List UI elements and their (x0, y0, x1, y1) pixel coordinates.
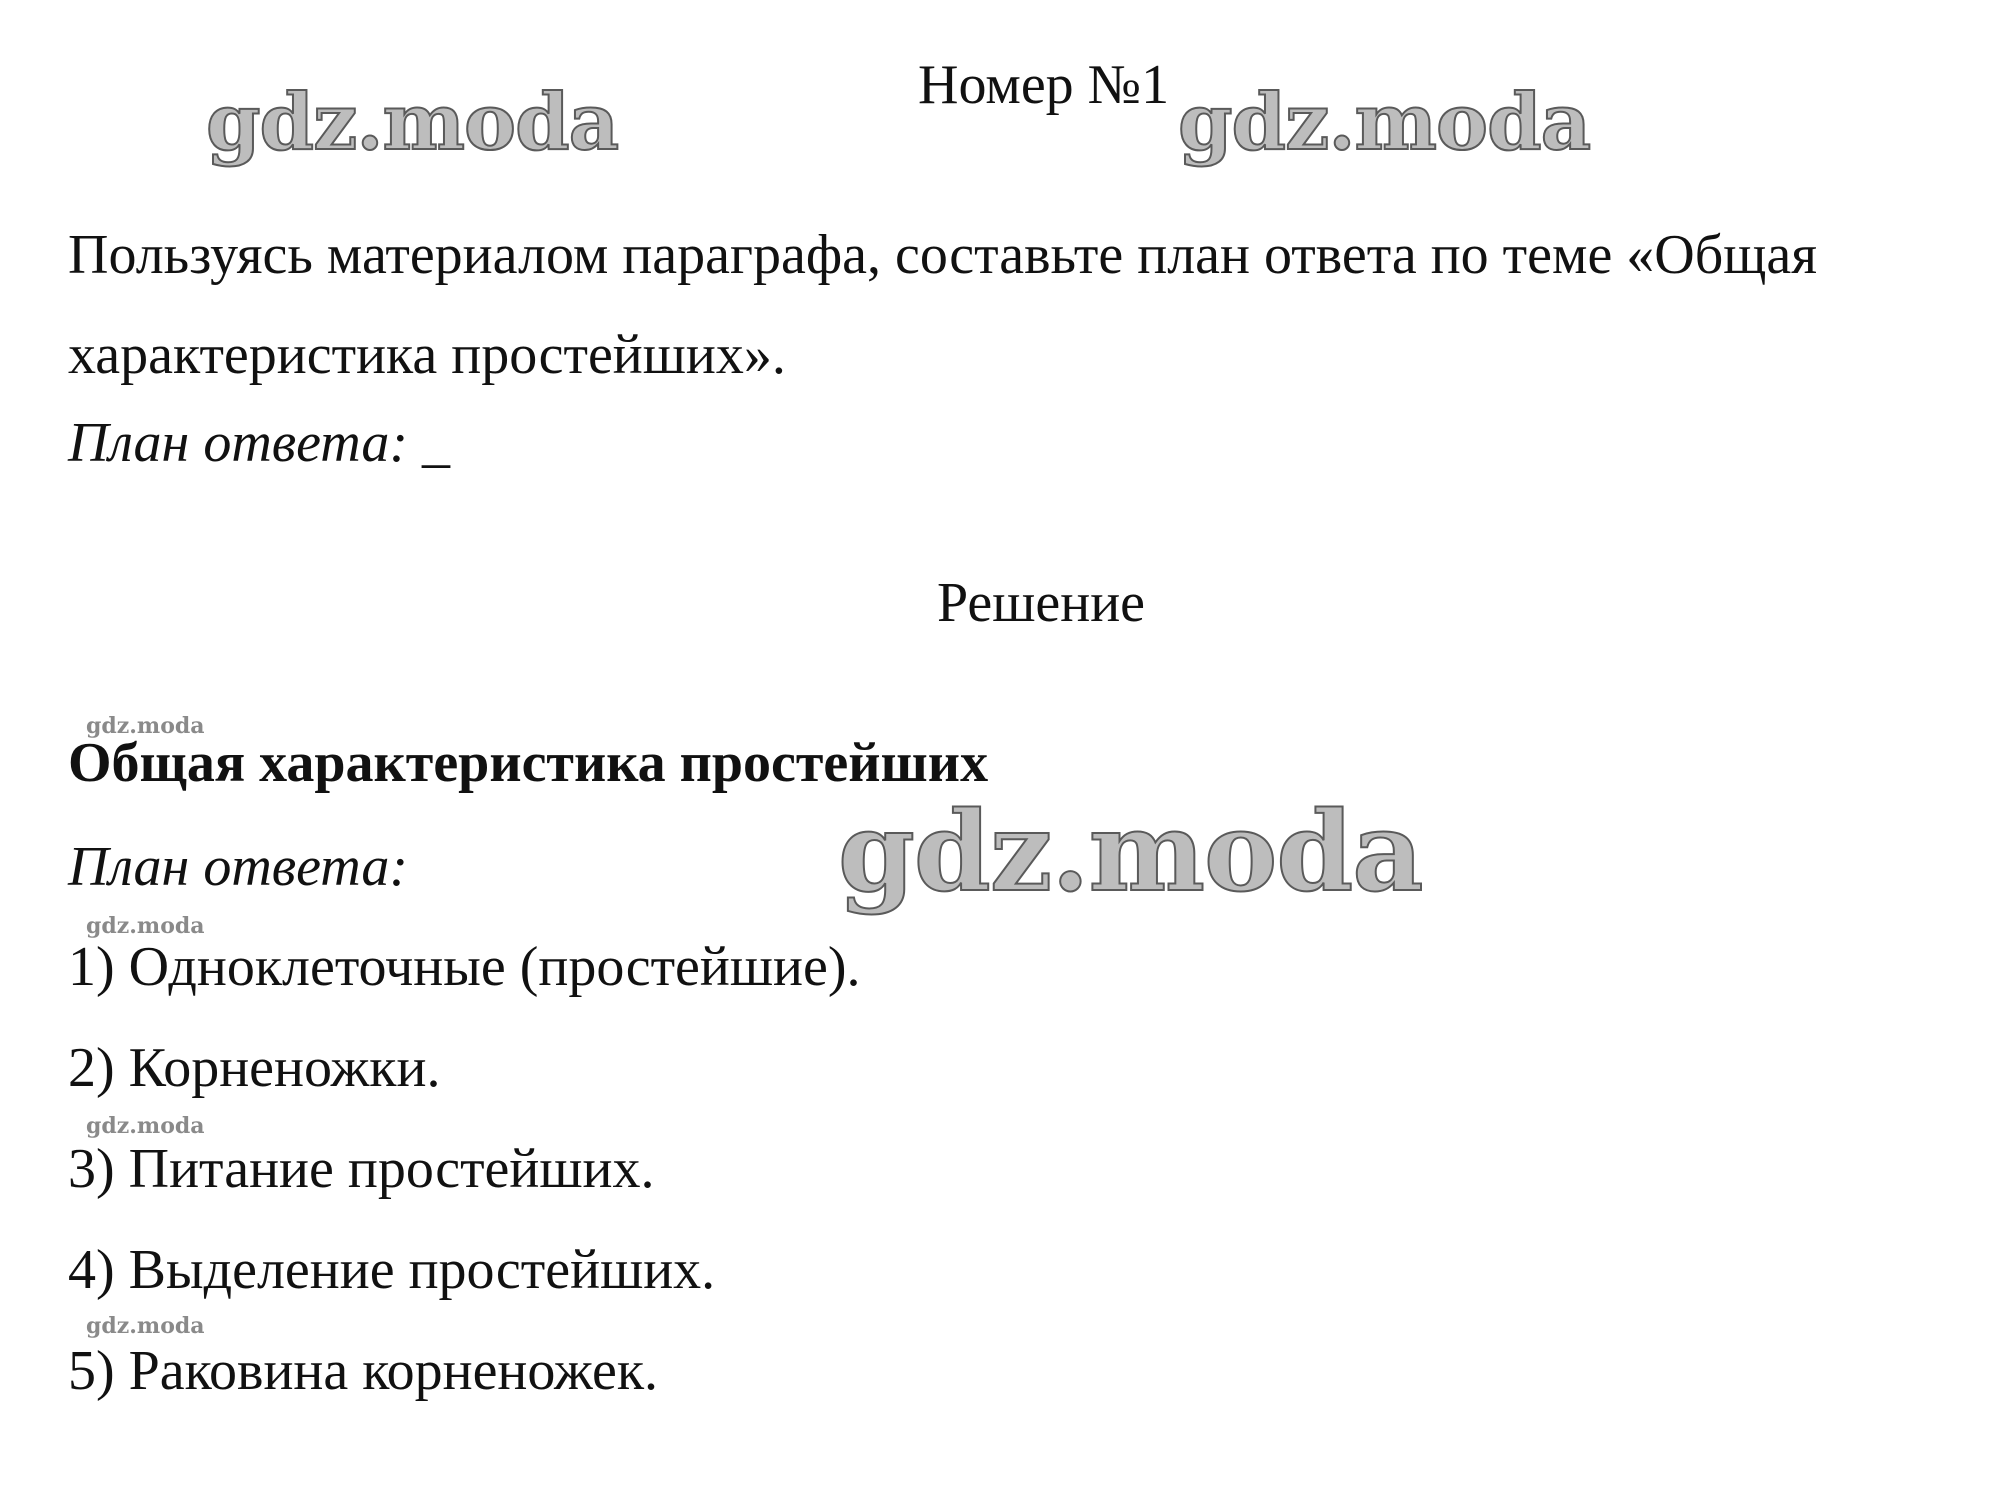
watermark-logo: gdz.moda (838, 787, 1423, 916)
watermark-small: gdz.moda (86, 1113, 205, 1139)
plan-item: 3) Питание простейших. (68, 1138, 655, 1200)
plan-prompt: План ответа: _ (68, 412, 450, 474)
solution-heading: Решение (937, 572, 1146, 634)
answer-plan-label: План ответа: (68, 836, 408, 898)
answer-title: Общая характеристика простейших (68, 732, 989, 794)
watermark-logo: gdz.moda (1178, 77, 1591, 168)
task-text: Пользуясь материалом параграфа, составьте план ответа по теме «Общая характеристика простейших». (68, 224, 1817, 386)
plan-item: 4) Выделение простейших. (68, 1239, 716, 1301)
plan-item: 1) Одноклеточные (простейшие). (68, 936, 861, 998)
watermark-small: gdz.moda (86, 713, 205, 739)
page-title: Номер №1 (918, 54, 1170, 116)
watermark-small: gdz.moda (86, 1313, 205, 1339)
plan-item: 2) Корненожки. (68, 1037, 441, 1099)
watermark-small: gdz.moda (86, 913, 205, 939)
watermark-logo: gdz.moda (206, 77, 619, 168)
plan-item: 5) Раковина корненожек. (68, 1340, 659, 1402)
plan-list (68, 934, 860, 1439)
